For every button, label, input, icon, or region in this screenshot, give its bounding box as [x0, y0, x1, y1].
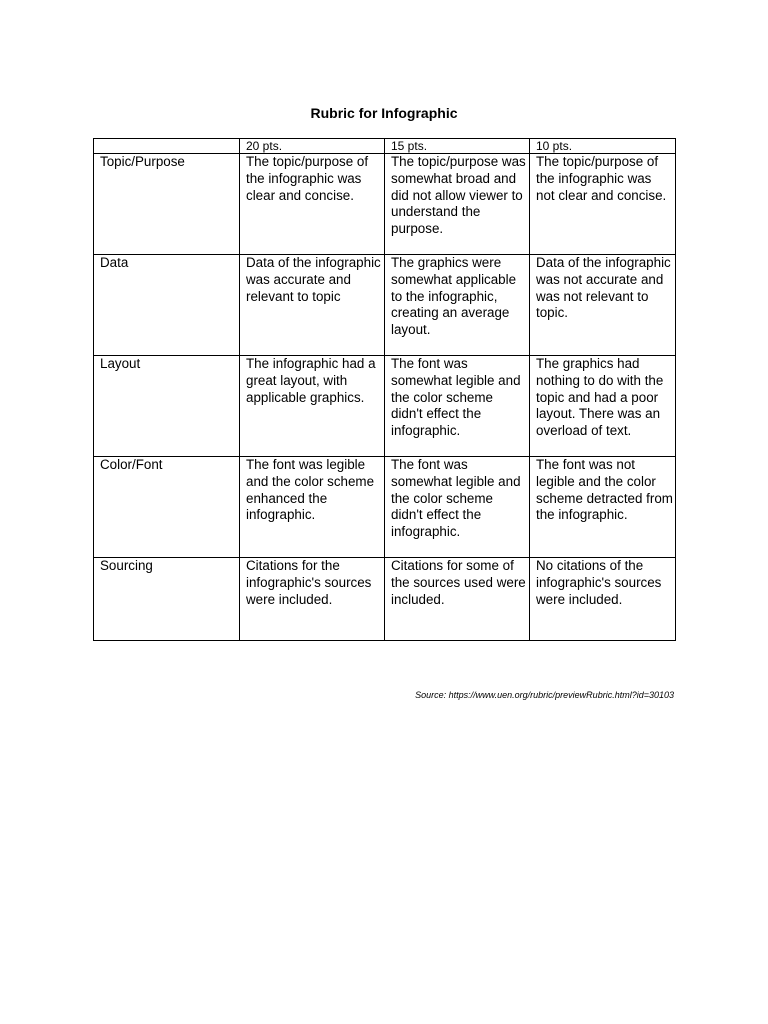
- score-cell-10: Data of the infographic was not accurate and was not relevant to topic.: [530, 255, 676, 356]
- table-row: [94, 154, 676, 255]
- criterion-cell: Topic/Purpose: [94, 154, 240, 255]
- score-cell-15: The font was somewhat legible and the color scheme didn't effect the infographic.: [385, 457, 530, 558]
- table-row: [94, 255, 676, 356]
- source-citation: Source: https://www.uen.org/rubric/previewRubric.html?id=30103: [415, 690, 674, 700]
- header-cell-10-pts: 10 pts.: [530, 139, 676, 154]
- criterion-cell: Layout: [94, 356, 240, 457]
- criterion-cell: Color/Font: [94, 457, 240, 558]
- table-row: [94, 457, 676, 558]
- score-cell-20: The topic/purpose of the infographic was clear and concise.: [240, 154, 385, 255]
- header-cell-criterion: [94, 139, 240, 154]
- rubric-table: [93, 138, 676, 641]
- criterion-cell: Data: [94, 255, 240, 356]
- score-cell-10: The graphics had nothing to do with the topic and had a poor layout. There was an overload of text.: [530, 356, 676, 457]
- score-cell-10: No citations of the infographic's sources were included.: [530, 558, 676, 641]
- score-cell-15: The graphics were somewhat applicable to the infographic, creating an average layout.: [385, 255, 530, 356]
- score-cell-20: The infographic had a great layout, with applicable graphics.: [240, 356, 385, 457]
- score-cell-15: The topic/purpose was somewhat broad and did not allow viewer to understand the purpose.: [385, 154, 530, 255]
- criterion-cell: Sourcing: [94, 558, 240, 641]
- page-title: Rubric for Infographic: [310, 105, 458, 121]
- score-cell-10: The topic/purpose of the infographic was not clear and concise.: [530, 154, 676, 255]
- table-header-row: [94, 139, 676, 154]
- header-cell-15-pts: 15 pts.: [385, 139, 530, 154]
- score-cell-15: The font was somewhat legible and the color scheme didn't effect the infographic.: [385, 356, 530, 457]
- score-cell-10: The font was not legible and the color scheme detracted from the infographic.: [530, 457, 676, 558]
- score-cell-15: Citations for some of the sources used were included.: [385, 558, 530, 641]
- score-cell-20: The font was legible and the color scheme enhanced the infographic.: [240, 457, 385, 558]
- table-row: [94, 356, 676, 457]
- score-cell-20: Data of the infographic was accurate and relevant to topic: [240, 255, 385, 356]
- header-cell-20-pts: 20 pts.: [240, 139, 385, 154]
- score-cell-20: Citations for the infographic's sources were included.: [240, 558, 385, 641]
- table-row: [94, 558, 676, 641]
